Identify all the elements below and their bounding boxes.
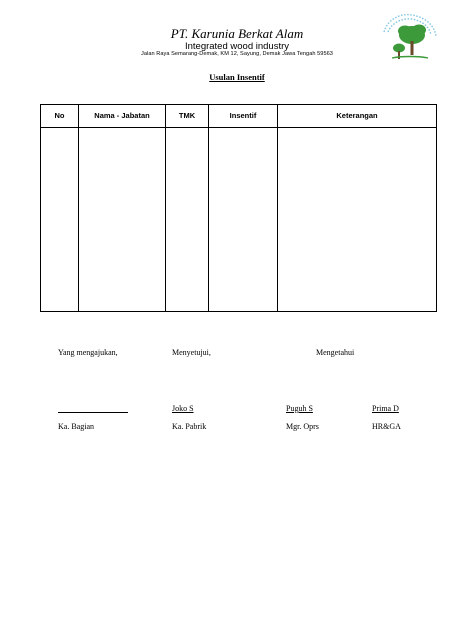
signer-title-hrga: HR&GA bbox=[372, 422, 401, 431]
column-divider bbox=[277, 105, 278, 311]
role-approver: Menyetujui, bbox=[172, 348, 211, 357]
table-header-divider bbox=[41, 127, 436, 128]
role-acknowledger: Mengetahui bbox=[316, 348, 355, 357]
column-header-insentif: Insentif bbox=[229, 111, 257, 120]
column-header-keterangan: Keterangan bbox=[336, 111, 378, 120]
document-title: Usulan Insentif bbox=[209, 72, 265, 82]
signature-line-blank bbox=[58, 412, 128, 413]
signer-title-oprs: Mgr. Oprs bbox=[286, 422, 319, 431]
column-divider bbox=[165, 105, 166, 311]
incentive-table bbox=[40, 104, 437, 312]
role-submitter: Yang mengajukan, bbox=[58, 348, 118, 357]
column-header-tmk: TMK bbox=[178, 111, 196, 120]
column-divider bbox=[78, 105, 79, 311]
tree-logo-icon bbox=[378, 10, 440, 64]
company-name: PT. Karunia Berkat Alam bbox=[170, 26, 304, 41]
column-header-nama-jabatan: Nama - Jabatan bbox=[94, 111, 150, 120]
column-divider bbox=[208, 105, 209, 311]
column-header-no: No bbox=[54, 111, 65, 120]
signer-title-pabrik: Ka. Pabrik bbox=[172, 422, 207, 431]
signer-name-pabrik: Joko S bbox=[172, 404, 194, 413]
company-address: Jalan Raya Semarang-Demak, KM 12, Sayung, Demak Jawa Tengah 59563 bbox=[141, 51, 333, 57]
signer-name-hrga: Prima D bbox=[372, 404, 399, 413]
signer-name-oprs: Puguh S bbox=[286, 404, 313, 413]
signer-title-bagian: Ka. Bagian bbox=[58, 422, 94, 431]
company-tagline: Integrated wood industry bbox=[184, 41, 290, 52]
letterhead bbox=[0, 0, 474, 70]
